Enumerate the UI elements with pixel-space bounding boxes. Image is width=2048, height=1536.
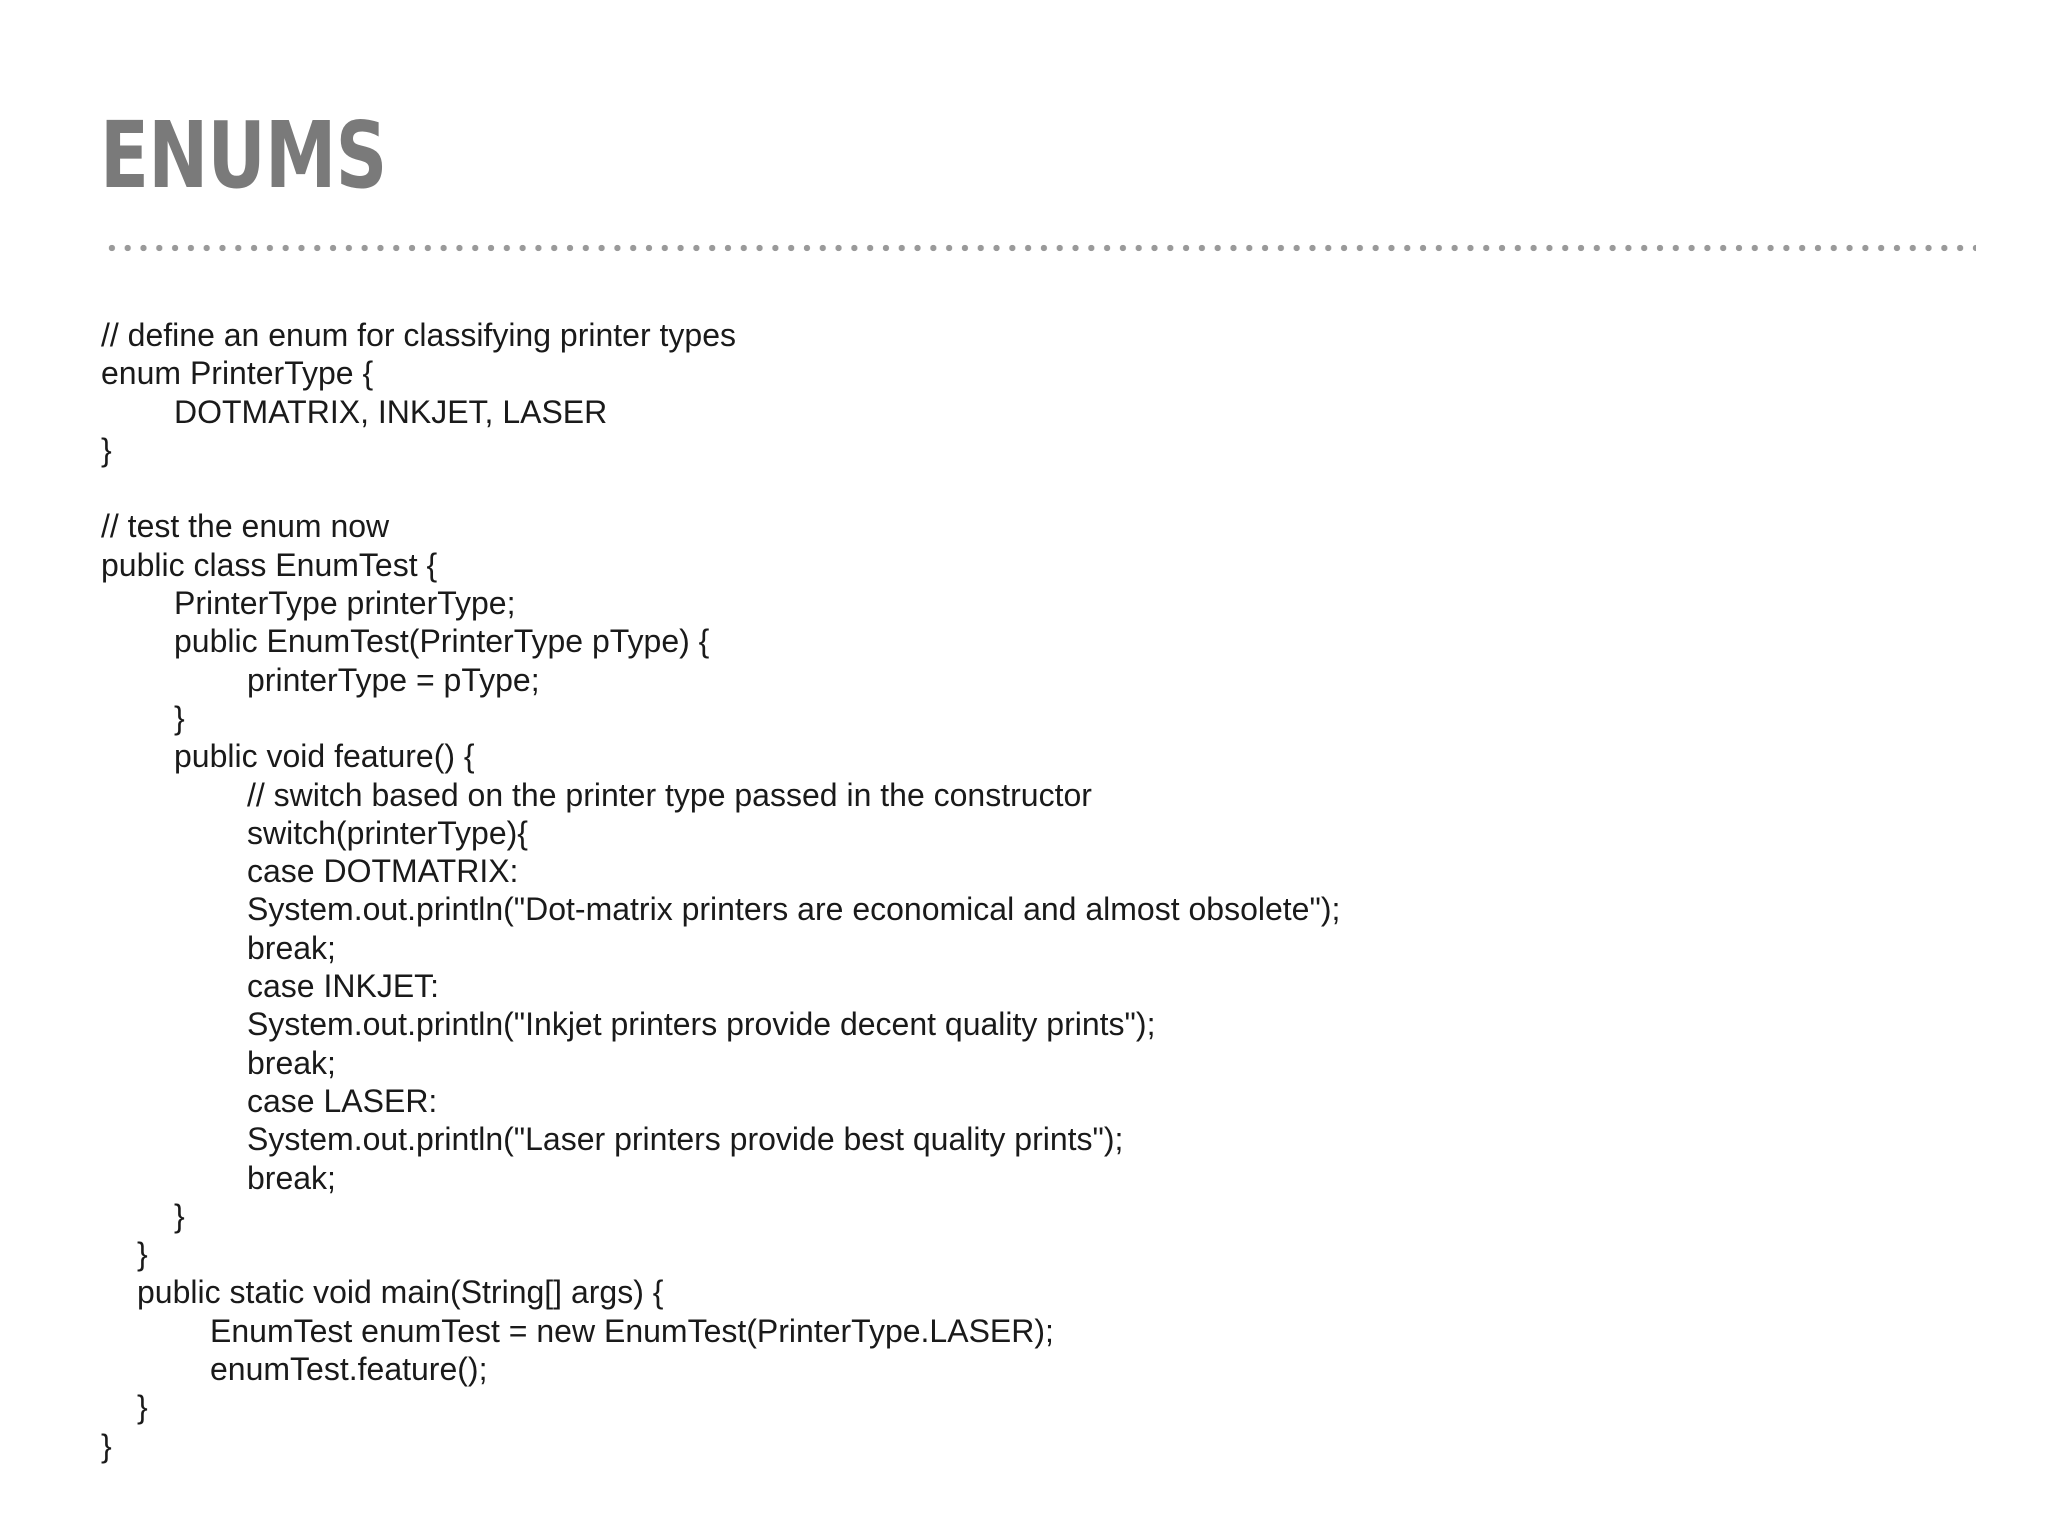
code-line: case LASER: <box>247 1082 438 1119</box>
code-line: public static void main(String[] args) { <box>137 1274 664 1311</box>
code-line: case INKJET: <box>247 968 440 1005</box>
code-line: enumTest.feature(); <box>210 1351 488 1388</box>
code-line: break; <box>247 929 336 966</box>
code-line: // define an enum for classifying printer types <box>101 317 736 353</box>
code-line: } <box>174 699 185 736</box>
code-line: enum PrinterType { <box>101 355 374 392</box>
code-line: DOTMATRIX, INKJET, LASER <box>174 393 608 430</box>
code-block <box>101 316 1340 1465</box>
code-line: // test the enum now <box>101 508 390 545</box>
code-line: break; <box>247 1044 336 1081</box>
slide-title: ENUMS <box>100 102 387 209</box>
code-line: break; <box>247 1159 336 1196</box>
code-line: PrinterType printerType; <box>174 585 516 622</box>
code-line: printerType = pType; <box>247 661 540 698</box>
code-line: EnumTest enumTest = new EnumTest(PrinterType.LASER); <box>210 1312 1054 1349</box>
code-line: public class EnumTest { <box>101 546 438 583</box>
code-line: case DOTMATRIX: <box>247 853 519 890</box>
code-line: public EnumTest(PrinterType pType) { <box>174 623 710 660</box>
code-line: switch(printerType){ <box>247 814 528 851</box>
code-line: } <box>101 431 112 468</box>
code-line: // switch based on the printer type passed in the constructor <box>247 776 1092 813</box>
code-line: } <box>137 1236 148 1273</box>
code-line: public void feature() { <box>174 738 475 775</box>
code-line: System.out.println("Dot-matrix printers are economical and almost obsolete"); <box>247 891 1341 928</box>
code-line: } <box>101 1427 112 1464</box>
code-line: } <box>137 1389 148 1426</box>
dotted-divider <box>104 244 1976 252</box>
code-line: } <box>174 1197 185 1234</box>
code-line <box>101 469 1340 507</box>
code-line: System.out.println("Inkjet printers provide decent quality prints"); <box>247 1006 1156 1043</box>
code-line: System.out.println("Laser printers provide best quality prints"); <box>247 1121 1124 1158</box>
